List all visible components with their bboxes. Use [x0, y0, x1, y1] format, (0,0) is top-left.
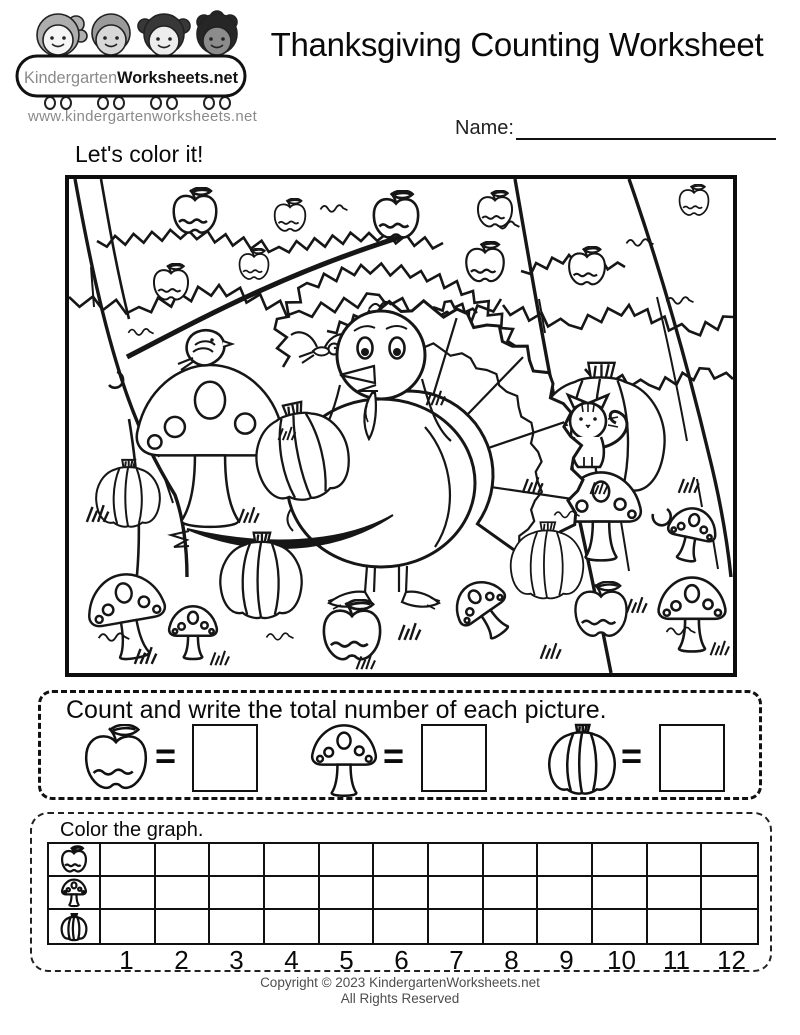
apple-icon	[569, 247, 605, 285]
graph-number: 9	[559, 945, 574, 975]
graph-cell[interactable]	[538, 844, 593, 877]
apple-icon	[154, 263, 188, 299]
graph-cell[interactable]	[101, 877, 156, 910]
graph-cell[interactable]	[484, 844, 539, 877]
apple-icon	[240, 248, 269, 279]
graph-cell[interactable]	[429, 910, 484, 943]
graph-cell[interactable]	[156, 877, 211, 910]
pumpkin-icon	[545, 722, 619, 796]
name-input-line[interactable]	[516, 120, 776, 140]
kid-4	[197, 11, 237, 55]
apple-icon	[478, 190, 512, 226]
graph-number: 6	[394, 945, 409, 975]
graph-number: 1	[119, 945, 134, 975]
apple-icon	[49, 844, 101, 877]
graph-cell[interactable]	[374, 910, 429, 943]
rights-line: All Rights Reserved	[340, 991, 460, 1006]
graph-cell[interactable]	[156, 910, 211, 943]
name-label: Name:	[455, 117, 514, 139]
graph-cell[interactable]	[702, 877, 757, 910]
copyright-line: Copyright © 2023 KindergartenWorksheets.net	[260, 975, 540, 990]
apple-icon	[680, 184, 709, 215]
graph-number: 7	[449, 945, 464, 975]
graph-grid	[47, 842, 759, 945]
graph-cell[interactable]	[593, 877, 648, 910]
mushroom-answer-box[interactable]	[421, 724, 487, 792]
graph-number: 3	[229, 945, 244, 975]
site-logo	[14, 6, 254, 118]
graph-cell[interactable]	[374, 877, 429, 910]
lets-color-label: Let's color it!	[75, 141, 204, 167]
coloring-picture-frame	[65, 175, 737, 677]
graph-cell[interactable]	[648, 910, 703, 943]
mushroom-icon	[659, 578, 726, 652]
graph-number: 4	[284, 945, 299, 975]
graph-cell[interactable]	[210, 844, 265, 877]
apple-answer-box[interactable]	[192, 724, 258, 792]
apple-icon	[81, 724, 151, 794]
pumpkin-answer-box[interactable]	[659, 724, 725, 792]
graph-cell[interactable]	[484, 910, 539, 943]
site-url: www.kindergartenworksheets.net	[28, 108, 258, 125]
apple-icon	[374, 191, 418, 238]
graph-number: 12	[717, 945, 746, 975]
logo-wordmark: KindergartenWorksheets.net	[24, 68, 244, 87]
graph-cell[interactable]	[484, 877, 539, 910]
coloring-scene[interactable]	[69, 179, 733, 673]
graph-cell[interactable]	[320, 910, 375, 943]
apple-icon	[575, 582, 626, 636]
pumpkin-icon	[49, 910, 101, 943]
apple-icon	[466, 242, 503, 282]
name-row	[455, 117, 776, 140]
graph-number: 5	[339, 945, 354, 975]
graph-cell[interactable]	[648, 844, 703, 877]
graph-label: Color the graph.	[60, 819, 204, 841]
graph-cell[interactable]	[429, 877, 484, 910]
graph-cell[interactable]	[593, 844, 648, 877]
graph-cell[interactable]	[101, 844, 156, 877]
mushroom-icon	[307, 721, 381, 801]
graph-cell[interactable]	[210, 910, 265, 943]
perched-bird	[178, 330, 232, 370]
mushroom-icon	[169, 606, 217, 659]
equals-sign: =	[155, 735, 177, 776]
equals-sign: =	[383, 735, 405, 776]
graph-cell[interactable]	[538, 910, 593, 943]
graph-cell[interactable]	[702, 910, 757, 943]
graph-section	[30, 812, 772, 975]
count-section	[38, 690, 762, 800]
kid-1	[37, 14, 87, 56]
graph-number: 2	[174, 945, 189, 975]
graph-cell[interactable]	[320, 844, 375, 877]
mushroom-icon	[49, 877, 101, 910]
graph-cell[interactable]	[320, 877, 375, 910]
apple-icon	[174, 188, 217, 233]
count-instruction: Count and write the total number of each picture.	[66, 696, 607, 724]
mushroom-icon	[446, 571, 522, 649]
graph-number: 8	[504, 945, 519, 975]
graph-cell[interactable]	[429, 844, 484, 877]
graph-number: 11	[663, 945, 690, 975]
mushroom-icon	[83, 568, 173, 664]
footer	[0, 975, 800, 1007]
graph-number: 10	[607, 945, 636, 975]
graph-cell[interactable]	[210, 877, 265, 910]
graph-cell[interactable]	[538, 877, 593, 910]
graph-cell[interactable]	[101, 910, 156, 943]
graph-cell[interactable]	[648, 877, 703, 910]
page-title: Thanksgiving Counting Worksheet	[270, 26, 764, 63]
apple-icon	[324, 600, 380, 659]
graph-cell[interactable]	[593, 910, 648, 943]
graph-cell[interactable]	[702, 844, 757, 877]
equals-sign: =	[621, 735, 643, 776]
graph-cell[interactable]	[374, 844, 429, 877]
graph-cell[interactable]	[265, 844, 320, 877]
apple-icon	[275, 198, 306, 230]
graph-number-row	[47, 945, 759, 976]
kid-2	[92, 14, 130, 55]
graph-cell[interactable]	[156, 844, 211, 877]
graph-cell[interactable]	[265, 877, 320, 910]
kid-3	[138, 14, 190, 56]
graph-cell[interactable]	[265, 910, 320, 943]
